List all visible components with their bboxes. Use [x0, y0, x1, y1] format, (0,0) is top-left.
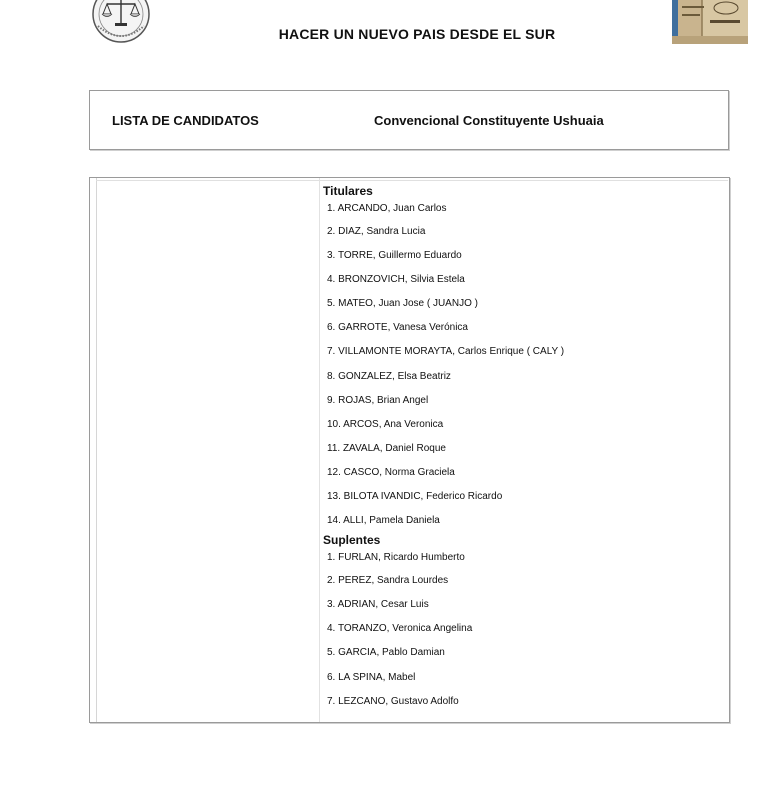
list-item: 10. ARCOS, Ana Veronica [327, 418, 444, 430]
election-category: Convencional Constituyente Ushuaia [374, 113, 604, 128]
list-item: 3. TORRE, Guillermo Eduardo [327, 250, 462, 262]
list-item: 5. GARCIA, Pablo Damian [327, 647, 445, 659]
table-column-divider [319, 178, 320, 722]
table-border-line [96, 178, 97, 722]
list-info-box [89, 90, 729, 150]
list-item: 2. DIAZ, Sandra Lucia [327, 226, 426, 237]
list-item: 1. ARCANDO, Juan Carlos [327, 203, 447, 214]
page-title: HACER UN NUEVO PAIS DESDE EL SUR [278, 26, 556, 42]
candidates-table [89, 177, 730, 723]
list-item: 1. FURLAN, Ricardo Humberto [327, 552, 465, 564]
list-item: 7. LEZCANO, Gustavo Adolfo [327, 695, 459, 707]
list-item: 7. VILLAMONTE MORAYTA, Carlos Enrique ( CALY ) [327, 346, 565, 358]
list-item: 3. ADRIAN, Cesar Luis [327, 599, 429, 611]
list-item: 9. ROJAS, Brian Angel [327, 394, 429, 406]
list-item: 8. GONZALEZ, Elsa Beatriz [327, 370, 451, 382]
list-item: 5. MATEO, Juan Jose ( JUANJO ) [327, 298, 478, 310]
list-item: 13. BILOTA IVANDIC, Federico Ricardo [327, 491, 503, 503]
list-item: 11. ZAVALA, Daniel Roque [327, 442, 446, 454]
list-item: 4. BRONZOVICH, Silvia Estela [327, 274, 465, 286]
list-label: LISTA DE CANDIDATOS [112, 113, 259, 128]
candidates-list [323, 183, 723, 718]
list-item: 2. PEREZ, Sandra Lourdes [327, 575, 449, 587]
list-item: 12. CASCO, Norma Graciela [327, 466, 455, 478]
list-item: 6. LA SPINA, Mabel [327, 671, 416, 683]
table-border-line [96, 180, 728, 181]
titulares-heading: Titulares [323, 184, 373, 198]
list-item: 6. GARROTE, Vanesa Verónica [327, 322, 468, 334]
suplentes-heading: Suplentes [323, 533, 381, 548]
list-item: 4. TORANZO, Veronica Angelina [327, 623, 473, 635]
list-item: 14. ALLI, Pamela Daniela [327, 515, 440, 527]
